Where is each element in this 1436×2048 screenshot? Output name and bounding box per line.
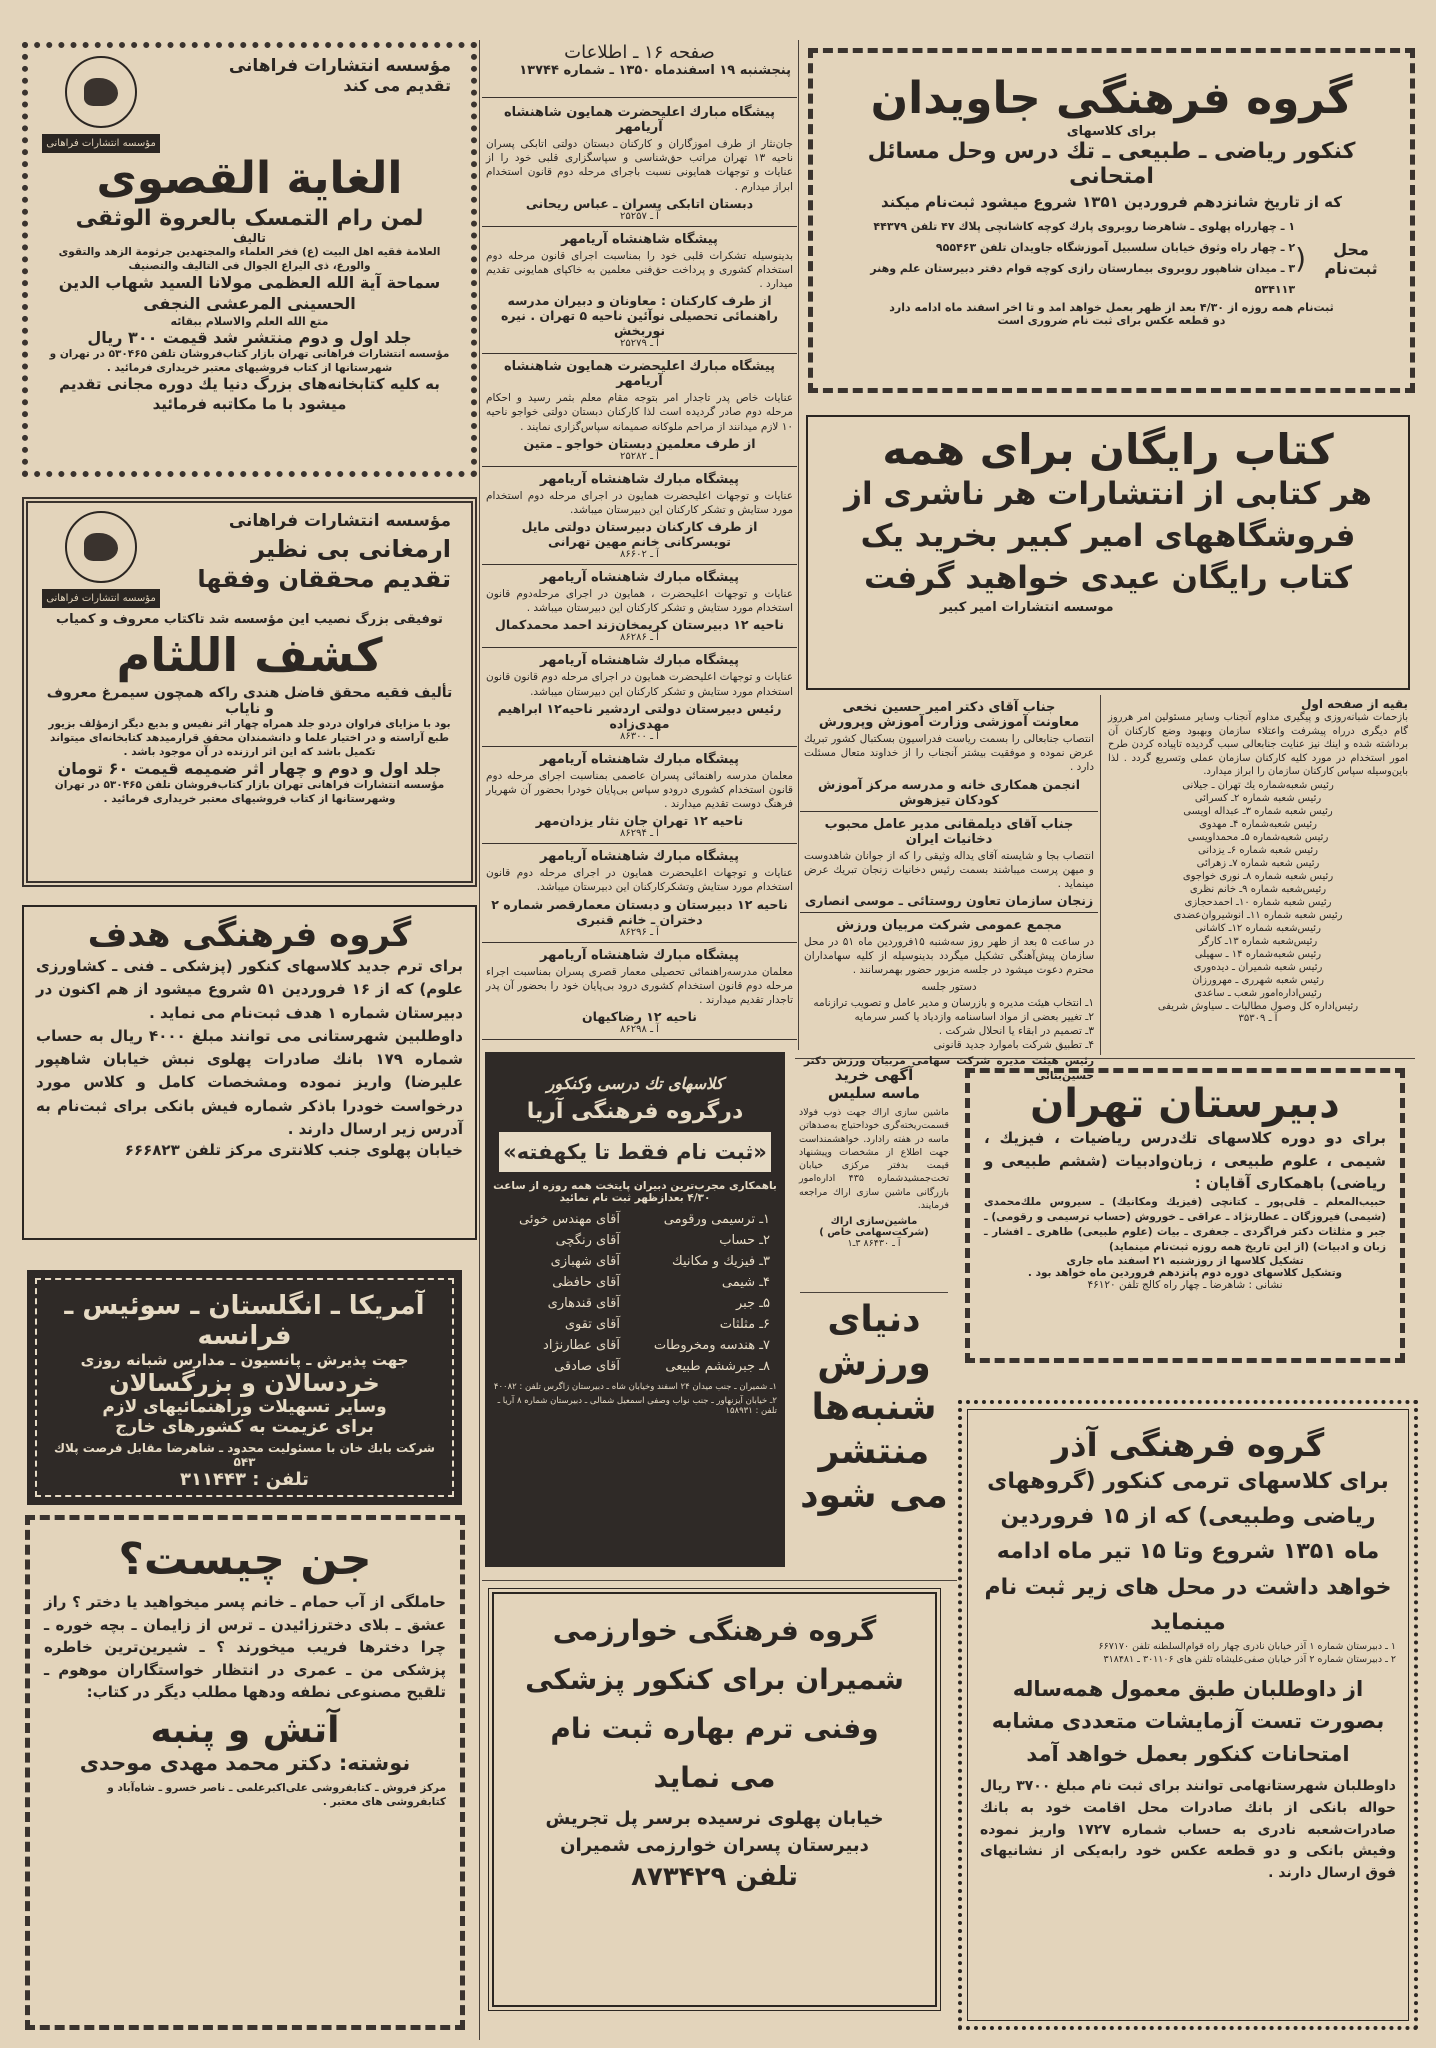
purchase-info: مؤسسه انتشارات فراهانی تهران بازار کتاب‌فروشان تلفن ۵۳۰۴۶۵ در تهران و شهرستانها از کتاب فروشیهای معتبر خریداری فرمائید . xyxy=(49,347,450,374)
ad-line: خردسالان و بزرگسالان xyxy=(109,1369,380,1397)
ad-intro: برای دو دوره کلاسهای تك‌درس ریاضیات ، فیزیك ، شیمی ، علوم طبیعی ، زبان‌وادبیات (ششم طبیعی و ریاضی) باهمکاری آقایان : xyxy=(984,1129,1386,1192)
description: بود با مزایای فراوان دردو جلد همراه چهار اثر نفیس و بدیع دیگر ازمؤلف بزیور طبع آراسته و در اختیار علما و دانشمندان محقق قرارمیدهد کتابخانه‌ای میتواند تکمیل باشد که این اثر ارزنده در آن موجود باشد . xyxy=(48,717,451,758)
notice-signature: ناحیه ۱۲ تهران جان نثار یزدان‌مهر xyxy=(535,813,744,829)
company: ماشین‌سازی اراك (شرکت‌سهامی خاص ) xyxy=(819,1216,929,1239)
author-name: سماحة آیة الله العظمی مولانا السید شهاب الدین الحسینی المرعشی النجفی xyxy=(58,273,441,313)
notice-body: جان‌نثار از طرف اموزگاران و کارکنان دبستان دولتی اتابکی پسران ناحیه ۱۳ تهران مراتب حق‌شناسی و سپاسگزاری قلبی خود را از عنایات و توجهات همایونی نسبت باجرای مرحله دوم قانون استخدام ابراز میدارم . xyxy=(486,138,793,193)
tehran-highschool-ad xyxy=(965,1068,1405,1363)
name-list xyxy=(1108,779,1408,1013)
notice xyxy=(482,747,797,845)
assembly-title: مجمع عمومی شرکت مربیان ورزش xyxy=(836,918,1062,934)
name-line: رئیس‌اداره‌امور شعب ـ ساعدی xyxy=(1194,987,1322,999)
teacher: آقای مهندس خوئی xyxy=(518,1212,620,1227)
name-line: رئیس شعبه‌شماره ۱۴ ـ سهیلی xyxy=(1194,948,1322,960)
ad-body: برای ترم جدید کلاسهای کنکور (پزشکی ـ فنی ـ کشاورزی علوم) که از ۱۶ فروردین ۵۱ شروع میشود از هم اکنون در دبیرستان شماره ۱ هدف ثبت‌نام می نماید . xyxy=(36,957,464,1022)
teacher: آقای عطارنژاد xyxy=(543,1338,620,1353)
agenda-item: ۲ـ تغییر بعضی از مواد اساسنامه وازدیاد یا کسر سرمایه xyxy=(854,1010,1094,1023)
ad-title: گروه فرهنگی آذر xyxy=(1051,1426,1325,1464)
name-line: رئیس شعبه‌شماره ۴ـ مهدوی xyxy=(1199,818,1317,830)
notice-body: معلمان مدرسه‌راهنمائی تحصیلی معمار قصری پسران بمناسبت اجراء مرحله دوم قانون استخدام کشوری درود بی‌پایان خود را بحضور آن پدر تاجدار تقدیم میدارند . xyxy=(486,965,793,1006)
hours: ثبت‌نام همه روزه از ۴/۳۰ بعد از ظهر بعمل خواهد امد و تا اخر اسفند ماه ادامه دارد xyxy=(889,300,1334,314)
subject: ۱ـ ترسیمی ورقومی xyxy=(663,1212,770,1227)
notice-signature: از طرف کارکنان : معاونان و دبیران مدرسه راهنمائی تحصیلی نوآئین ناحیه ۵ تهران . نیره نوربخش xyxy=(501,293,778,339)
teacher-row xyxy=(493,1359,777,1374)
page-header xyxy=(482,42,797,98)
notice-code: آ ـ ۸۶۲۹۶ xyxy=(620,926,659,938)
teacher: آقای رنگچی xyxy=(555,1233,620,1248)
notice-signature: ناحیه ۱۲ دبیرستان کریمخان‌زند احمد محمدکمال xyxy=(495,617,784,633)
agenda-item: ۴ـ تطبیق شرکت باموارد جدید قانونی xyxy=(933,1039,1094,1052)
subjects: کنکور ریاضی ـ طبیعی ـ تك درس وحل مسائل امتحانی xyxy=(867,139,1356,189)
notice-title: پیشگاه مبارك شاهنشاه آریامهر xyxy=(540,471,739,487)
teacher-row xyxy=(493,1212,777,1227)
name-line: رئیس شعبه‌شماره یك تهران ـ جیلانی xyxy=(1182,779,1334,791)
author: نوشته: دکتر محمد مهدی موحدی xyxy=(79,1750,411,1775)
name-line: رئیس شعبه شماره ۲ـ کسرائی xyxy=(1194,792,1322,804)
schedule: وتشکیل کلاسهای دوره دوم پانزدهم فروردین ماه خواهد بود . xyxy=(1027,1267,1343,1280)
notice xyxy=(482,467,797,565)
teacher-row xyxy=(493,1338,777,1353)
notice-signature: ناحیه ۱۲ دبیرستان و دبستان معمارقصر شماره ۲ دختران ـ خانم قنبری xyxy=(491,896,788,927)
notice-title: پیشگاه مبارك اعلیحضرت همایون شاهنشاه آریامهر xyxy=(503,359,776,390)
headline: ارمغانی بی نظیر xyxy=(251,535,451,563)
subject: ۷ـ هندسه ومخروطات xyxy=(653,1338,770,1353)
provincial-info: داوطلبان شهرستانهامی توانند برای ثبت نام مبلغ ۳۷۰۰ ریال حواله بانکی از بانك صادرات محل اقامت خود به بانك صادرات‌شعبه نادری به حساب شماره ۱۷۲۷ واریز نموده وفیش بانکی و دو قطعه عکس خود رابه‌یکی از نشانیهای فوق ارسال دارند . xyxy=(980,1778,1396,1881)
name-line: رئیس‌شعبه شماره ۹ـ خانم نظری xyxy=(1189,883,1327,895)
location-list xyxy=(827,217,1295,301)
ad-title: آگهی خرید ماسه سلیس xyxy=(827,1066,921,1102)
notice-body: معلمان مدرسه راهنمائی پسران عاصمی بمناسبت اجرای مرحله دوم قانون استخدام کشوری درودو سپاس بی‌پایان خودرا بحضور آن شهریار فرهنگ دوست تقدیم میدارند . xyxy=(486,769,793,811)
name-line: رئیس شعبه شماره ۱۱ـ انوشیروان‌عضدی xyxy=(1173,909,1343,921)
subject: ۶ـ مثلثات xyxy=(719,1317,770,1332)
news-title: جناب آقای دیلمقانی مدیر عامل محبوب دخانیات ایران xyxy=(824,816,1074,847)
agenda-item: ۱ـ انتخاب هیئت مدیره و بازرسان و مدیر عامل و تصویب ترازنامه xyxy=(813,996,1094,1009)
authored-label: تالیف xyxy=(233,230,266,245)
continued-article xyxy=(1104,695,1412,1055)
name-line: رئیس شعبه شمیران ـ دیده‌وری xyxy=(1193,961,1323,973)
location: ۱ ـ چهارراه پهلوی ـ شاهرضا روبروی پارك کوچه کاشانچی پلاك ۴۷ تلفن ۴۴۳۷۹ xyxy=(873,220,1296,233)
ad-line: درگروه فرهنگی آریا xyxy=(526,1099,744,1124)
name-line: رئیس‌اداره کل وصول مطالبات ـ سیاوش شریفی xyxy=(1157,1000,1359,1012)
libraries-offer: به کلیه کتابخانه‌های بزرگ دنیا یك دوره مجانی تقدیم میشود با ما مکاتبه فرمائید xyxy=(59,375,440,413)
ad-title: گروه فرهنگی هدف xyxy=(87,915,412,955)
phone: تلفن ۸۷۳۴۲۹ xyxy=(631,1862,798,1892)
teacher-row xyxy=(493,1233,777,1248)
notice-code: آ ـ ۸۶۲۸۶ xyxy=(620,632,659,644)
teacher: آقای تقوی xyxy=(564,1317,620,1332)
subject: ۸ـ جبرششم طبیعی xyxy=(665,1359,770,1374)
phone: تلفن : ۳۱۱۴۴۳ xyxy=(180,1469,309,1490)
ad-body: داوطلبین شهرستانی می توانند مبلغ ۴۰۰۰ ریال به حساب شماره ۱۷۹ بانك صادرات پهلوی نبش خیابان شاهپور علیرضا) واریز نموده ومشخصات کامل و کلاس مورد درخواست خودرا باذکر شماره فیش بانکی برای ثبت‌نام به آدرس زیر ارسال دارند . xyxy=(36,1026,463,1138)
row-divider xyxy=(800,1292,948,1293)
news-body: انتصاب بجا و شایسته آقای یداله وثیقی را که از جوانان شاهدوست و میهن پرست میباشند بسمت رئیس دخانیات زنجان تبریك عرض مینماید . xyxy=(804,849,1094,890)
notice-signature: ناحیه ۱۲ رضاکیهان xyxy=(581,1009,697,1025)
notice xyxy=(482,943,797,1041)
ad-body: حاملگی از آب حمام ـ خانم پسر میخواهید یا دختر ؟ راز عشق ـ بلای دخترزائیدن ـ ترس از زایمان ـ بچه خوره ـ چرا دخترها فریب میخورند ؟ ـ شیرین‌ترین خاطره پزشکی من ـ عمری در انتظار خواستگاران موهوم ـ تلقیح مصنوعی نطفه ودهها مطلب دیگر در کتاب: xyxy=(44,1593,446,1701)
location: ۲ ـ دبیرستان شماره ۲ آذر خیابان صفی‌علیشاه تلفن های ۳۰۱۱۰۶ ـ ۳۱۸۴۸۱ xyxy=(1103,1654,1396,1666)
publisher: مؤسسه انتشارات فراهانی xyxy=(228,56,451,76)
teacher: آقای قندهاری xyxy=(547,1296,620,1311)
ad-body: ماشین سازی اراك جهت ذوب فولاد قسمت‌ریخته‌گری خوداحتیاج به‌صدهاتن ماسه در هفته رادارد. خواهشمنداست جهت اطلاع از مشخصات وپیشنهاد قیمت بدفتر مرکزی خیابان تخت‌جمشیدشماره ۴۳۵ اداره‌امور بازرگانی ماشین سازی اراك مراجعه فرمایند. xyxy=(799,1107,949,1212)
ad-title: گروه فرهنگی جاویدان xyxy=(870,73,1353,124)
notice-code: آ ـ ۸۶۲۹۸ xyxy=(620,1024,659,1036)
ad-line: برای کلاسهای xyxy=(1066,124,1157,139)
book-title: آتش و پنبه xyxy=(150,1709,340,1751)
book-title: کشف اللثام xyxy=(116,628,383,682)
address: ۱ـ شمیران ـ جنب میدان ۲۴ اسفند وخیابان شاه ـ دبیرستان زاگرس تلفن : ۴۰۰۸۲ xyxy=(493,1382,777,1392)
notice-title: پیشگاه مبارك شاهنشاه آریامهر xyxy=(540,849,739,865)
test-info: از داوطلبان طبق معمول همه‌ساله بصورت تست آزمایشات متعددی مشابه امتحانات کنکور بعمل خواهد آمد xyxy=(991,1676,1385,1766)
notice-body: بدینوسیله تشکرات قلبی خود را بمناسبت اجرای قانون مرحله دوم استخدام کشوری و پرداخت حق‌فنی معلمین به خاکپای همایونی تقدیم میدارد . xyxy=(486,249,793,291)
subject: ۵ـ جبر xyxy=(735,1296,770,1311)
notice-code: آ ـ ۲۵۲۸۲ xyxy=(620,450,659,462)
assembly-signature: رئیس هیئت مدیره شرکت سهامی مربیان ورزش دکتر حسین‌بنائی xyxy=(804,1055,1094,1082)
notice-title: پیشگاه مبارك شاهنشاه آریامهر xyxy=(540,947,739,963)
notice-code: آ ـ ۲۵۲۷۹ xyxy=(620,338,659,350)
address: دبیرستان پسران خوارزمی شمیران xyxy=(560,1835,869,1856)
article-body: بازحمات شبانه‌روزی و پیگیری مداوم آنجناب وسایر مسئولین امر هرروز گام دیگری درراه پیشرفت واعتلاء سازمان وبهبود وضع کارکنان آن برداشته شده و اینك نیز عنایت جنابعالی سبب گردیده تاپیاده کردن طرح امور استخدام در مورد کلیه کارکنان سازمان عملی وتسریع گردد . لذا باین‌وسیله سپاس کارکنان سازمان را ابراز میدارد. xyxy=(1108,712,1408,777)
teacher: آقای حافظی xyxy=(552,1275,620,1290)
blessing: متع الله العلم والاسلام ببقائه xyxy=(170,314,329,328)
address: خیابان پهلوی نرسیده برسر پل تجریش xyxy=(545,1808,884,1829)
date-line: پنجشنبه ۱۹ اسفندماه ۱۳۵۰ ـ شماره ۱۳۷۴۴ xyxy=(519,63,791,78)
page-label: صفحه ۱۶ ـ اطلاعات xyxy=(564,42,715,63)
notice xyxy=(482,844,797,942)
purchase-info: مؤسسه انتشارات فراهانی تهران بازار کتاب‌فروشان تلفن ۵۳۰۴۶۵ در تهران وشهرستانها از کتاب فروشیهای معتبر خریداری فرمائید . xyxy=(54,779,445,806)
notice-signature: دبستان اتابکی پسران ـ عباس ریحانی xyxy=(525,195,754,211)
subject: ۴ـ شیمی xyxy=(721,1275,770,1290)
registration-label: محل ثبت‌نام xyxy=(1324,239,1378,278)
name-line: رئیس شعبه شهرری ـ مهرورزان xyxy=(1192,974,1324,986)
name-line: رئیس شعبه شماره ۶ـ یزدانی xyxy=(1198,844,1318,856)
name-line: رئیس شعبه شماره ۸ـ نوری خواجوی xyxy=(1182,870,1334,882)
study-abroad-ad xyxy=(27,1270,462,1505)
agenda-title: دستور جلسه xyxy=(921,980,977,993)
notice-body: عنایات خاص پدر تاجدار امر بتوجه مقام معلم بثمر رسید و احکام مرحله دوم صادر گردیده است لذا کارکنان دبستان دولتی خواجو ناحیه ۱۰ لازم میدانند از مراحم ملوکانه صمیمانه سپاس‌گزاری نمایند . xyxy=(486,392,793,433)
teacher-row xyxy=(493,1275,777,1290)
kharazmi-ad xyxy=(492,1592,937,2007)
ad-title: کتاب رایگان برای همه xyxy=(882,425,1334,474)
location: ۳ ـ میدان شاهپور روبروی بیمارستان رازی کوچه قوام دفتر دبیرستان علم وهنر ۵۳۴۱۱۳ xyxy=(870,261,1296,296)
news-item xyxy=(800,812,1098,914)
address: نشانی : شاهرضا ـ چهار راه کالج تلفن ۴۶۱۲۰ xyxy=(1087,1279,1283,1292)
presents: تقدیم می کند xyxy=(343,76,451,95)
price: جلد اول و دوم منتشر شد قیمت ۳۰۰ ریال xyxy=(87,327,412,347)
notice-code: آ ـ ۸۶۲۹۴ xyxy=(620,828,659,840)
ad-code: آ ـ ۸۶۴۳۰ ۳ـ۱ xyxy=(847,1238,901,1250)
location-list xyxy=(980,1640,1396,1667)
farahani-logo xyxy=(42,511,160,608)
ad-line: باهمکاری مجرب‌ترین دبیران پایتخت همه روزه از ساعت ۴/۳۰ بعدازظهر ثبت نام نمائید xyxy=(493,1180,777,1204)
kashf-book-ad xyxy=(22,497,477,887)
farahani-logo xyxy=(42,56,160,153)
teacher-list xyxy=(493,1212,777,1374)
news-column xyxy=(800,695,1098,1082)
notice-code: آ ـ ۲۵۲۵۷ xyxy=(620,210,659,222)
column-divider xyxy=(798,40,799,1050)
schedule: تشکیل کلاسها از روزشنبه ۲۱ اسفند ماه جاری xyxy=(1066,1255,1304,1268)
ad-line: برای عزیمت به کشورهای خارج xyxy=(115,1417,374,1437)
news-title: جناب آقای دکتر امیر حسین نخعی xyxy=(842,700,1056,715)
teacher-list: حبیب‌المعلم ـ قلی‌پور ـ کتانچی (فیزیك ومکانیك) ـ سیروس ملك‌محمدی (شیمی) فیروزگان ـ عطارنژاد ـ عراقی ـ خوروش (حساب ترسیمی و رقومی) ـ جبر و مثلثات دکتر فراگردی ـ جعفری ـ بیات (علوم طبیعی) طاهری ـ افشار ـ زبان و ادبیات) (از این تاریخ همه روزه ثبت‌نام مینماید) xyxy=(984,1195,1386,1254)
news-signature: انجمن همکاری خانه و مدرسه مرکز آموزش کودکان تیزهوش xyxy=(817,776,1081,807)
publisher: مؤسسه انتشارات فراهانی xyxy=(228,511,451,531)
bracket: ( xyxy=(1295,242,1306,276)
notice-title: پیشگاه مبارك شاهنشاه آریامهر xyxy=(540,570,739,586)
ad-code: آ ـ ۳۵۳۰۹ xyxy=(1238,1012,1278,1024)
book-subtitle: لمن رام التمسک بالعروة الوثقی xyxy=(75,205,424,231)
ad-line: کلاسهای تك درسی وکنکور xyxy=(546,1074,724,1093)
name-line: رئیس‌شعبه شماره ۱۳ـ کارگر xyxy=(1198,935,1318,947)
jinn-book-ad xyxy=(25,1515,465,2030)
ad-body: هر کتابی از انتشارات هر ناشری از فروشگاههای امیر کبیر بخرید یک کتاب رایگان عیدی خواهید گرفت xyxy=(844,476,1372,596)
notice xyxy=(482,565,797,648)
countries: آمریکا ـ انگلستان ـ سوئیس ـ فرانسه xyxy=(64,1291,425,1351)
notice-signature: رئیس دبیرستان دولتی اردشیر ناحیه۱۲ ابراهیم مهدی‌زاده xyxy=(497,700,782,731)
ad-headline: گروه فرهنگی خوارزمی شمیران برای کنکور پزشکی وفنی ترم بهاره ثبت نام می نماید xyxy=(525,1614,904,1794)
notice-signature: از طرف معلمین دبستان خواجو ـ متین xyxy=(523,435,756,451)
name-line: رئیس شعبه شماره ۱۰ـ احمدحجازی xyxy=(1184,896,1332,908)
location: ۱ ـ دبیرستان شماره ۱ آذر خیابان نادری چهار راه قوام‌السلطنه تلفن ۶۶۷۱۷۰ xyxy=(1098,1640,1396,1652)
agenda-item: ۳ـ تصمیم در ابقاء یا انحلال شرکت . xyxy=(938,1025,1094,1038)
logo-label: مؤسسه انتشارات فراهانی xyxy=(42,589,160,608)
notice xyxy=(482,227,797,355)
ad-line: وسایر تسهیلات وراهنمائیهای لازم xyxy=(102,1397,387,1417)
news-subtitle: معاونت آموزشی وزارت آموزش وپرورش xyxy=(818,715,1080,730)
author: تألیف فقیه محقق فاضل هندی راکه همچون سیمرغ معروف و نایاب xyxy=(46,684,453,717)
notice-title: پیشگاه شاهنشاه آریامهر xyxy=(561,231,718,247)
ad-top-row xyxy=(42,511,457,608)
name-line: رئیس شعبه شماره ۷ـ زهرائی xyxy=(1196,857,1320,869)
amir-kabir-ad xyxy=(806,415,1410,690)
notice-title: پیشگاه مبارك شاهنشاه آریامهر xyxy=(540,653,739,669)
registration-banner: «ثبت نام فقط تا یکهفته» xyxy=(499,1132,771,1172)
subject: ۲ـ حساب xyxy=(719,1233,770,1248)
teacher-row xyxy=(493,1317,777,1332)
notice-body: عنایات و توجهات اعلیحضرت همایون در اجرای مرحله دوم قانون استخدام مورد ستایش وتشکرکارکنان این دبیرستان میباشد. xyxy=(486,867,793,894)
publisher: موسسه انتشارات امیر کبیر xyxy=(940,599,1114,615)
name-line: رئیس‌شعبه شماره ۱۲ـ کاشانی xyxy=(1195,922,1321,934)
name-line: رئیس شعبه شماره ۳ـ عبداله اویسی xyxy=(1183,805,1333,817)
book-title: الغایة القصوی xyxy=(96,153,403,204)
hadaf-ad xyxy=(22,905,477,1240)
start-date: که از تاریخ شانزدهم فروردین ۱۳۵۱ شروع میشود ثبت‌نام میکند xyxy=(881,193,1342,211)
row-divider xyxy=(482,1580,957,1581)
notice-code: آ ـ ۸۶۳۰۰ xyxy=(620,730,659,742)
news-signature: زنجان سازمان تعاون روستائی ـ موسی انصاری xyxy=(804,893,1094,909)
price: جلد اول و دوم و چهار اثر ضمیمه قیمت ۶۰ تومان xyxy=(57,759,442,779)
column-divider xyxy=(479,40,480,2040)
notice xyxy=(482,648,797,746)
notice-title: پیشگاه مبارك اعلیحضرت همایون شاهنشاه آریامهر xyxy=(503,105,776,135)
name-line: رئیس شعبه‌شماره ۵ـ محمداویسی xyxy=(1187,831,1329,843)
notice-signature: از طرف کارکنان دبیرستان دولتی مایل تویسرکانی خانم مهین تهرانی xyxy=(521,519,758,550)
teacher-row xyxy=(493,1296,777,1311)
teacher: آقای صادقی xyxy=(554,1359,620,1374)
assembly-body: در ساعت ۵ بعد از ظهر روز سه‌شنبه ۱۵فروردین ماه ۵۱ در محل سازمان پیش‌آهنگی تشکیل میگردد بدینوسیله از کلیه سهامداران محترم دعوت میشود در جلسه مزبور حضور بهمرسانند . xyxy=(804,936,1094,977)
teacher: آقای شهبازی xyxy=(550,1254,620,1269)
news-item xyxy=(800,695,1098,812)
notice-body: عنایات و توجهات اعلیحضرت ، همایون در اجرای مرحله‌دوم قانون استخدام مورد ستایش و تشکر کارکنان این دبیرستان میباشد . xyxy=(486,588,793,615)
ghayat-book-ad xyxy=(22,42,477,477)
logo-label: مؤسسه انتشارات فراهانی xyxy=(42,134,160,153)
javidan-ad xyxy=(808,48,1415,393)
notice-body: عنایات و توجهات اعلیحضرت همایون در اجرای مرحله دوم استخدام مورد ستایش و تشکر کارکنان این دبیرستان میباشد. xyxy=(486,489,793,516)
notice-body: عنایات و توجهات اعلیحضرت همایون در اجرای مرحله دوم قانون قانون استخدام مورد ستایش و تشکر کارکنان این دبیرستان میباشد. xyxy=(486,671,793,698)
location: ۲ ـ چهار راه وثوق خیابان سلسبیل آموزشگاه جاویدان تلفن ۹۵۵۴۶۳ xyxy=(935,240,1296,254)
author-description: العلامة فقیه اهل البیت (ع) فخر العلماء والمجتهدین جرثومة الزهد والتقوی والورع، ذی الیراع الجوال فی التالیف والتصنیف xyxy=(58,245,441,272)
ad-top-row xyxy=(42,56,457,153)
subject: ۳ـ فیزیك و مکانیك xyxy=(672,1254,770,1269)
azar-ad xyxy=(958,1400,1418,2030)
sales-info: مرکز فروش ـ کتابفروشی علی‌اکبرعلمی ـ ناصر خسرو ـ شاه‌آباد و کتابفروشی های معتبر . xyxy=(107,1781,446,1808)
address: خیابان پهلوی جنب کلانتری مرکز تلفن ۶۶۶۸۲۳ xyxy=(124,1141,463,1159)
notice-title: پیشگاه مبارك شاهنشاه آریامهر xyxy=(540,751,739,767)
ad-line: جهت پذیرش ـ پانسیون ـ مدارس شبانه روزی xyxy=(80,1351,409,1369)
column-divider xyxy=(1100,695,1101,1055)
intro: توفیقی بزرگ نصیب این مؤسسه شد تاکتاب معروف و کمیاب xyxy=(56,612,443,627)
news-body: انتصاب جنابعالی را بسمت ریاست فدراسیون بسکتبال کشور تبریك عرض نموده و موفقیت بیشتر آنجناب را از خداوند متعال مسئلت دارد . xyxy=(804,733,1094,774)
sports-weekly-promo: دنیای ورزش شنبه‌ها منتشر می شود xyxy=(800,1299,948,1516)
ad-title: جن چیست؟ xyxy=(118,1534,372,1585)
company: شرکت بابك خان با مسئولیت محدود ـ شاهرضا مقابل فرصت پلاك ۵۴۳ xyxy=(54,1441,435,1469)
address: ۲ـ خیابان آیزنهاور ـ جنب نواب وصفی اسمعیل شمالی ـ دبیرستان شماره ۸ آریا ـ تلفن : ۱۵۸۹۳۱ xyxy=(497,1396,777,1416)
article-title: بقیه از صفحه اول xyxy=(1300,697,1408,711)
notice xyxy=(482,354,797,467)
notices-column xyxy=(482,100,797,1045)
teacher-row xyxy=(493,1254,777,1269)
notice xyxy=(482,100,797,227)
ad-title: دبیرستان تهران xyxy=(1030,1081,1340,1127)
sand-purchase-ad xyxy=(795,1062,953,1287)
ad-headline: برای کلاسهای ترمی کنکور (گروههای ریاضی وطبیعی) که از ۱۵ فروردین ماه ۱۳۵۱ شروع وتا ۱۵ تیر ماه ادامه خواهد داشت در محل های زیر ثبت نام مینماید xyxy=(984,1469,1392,1635)
headline: تقدیم محققان وفقها xyxy=(197,565,451,593)
aria-ad xyxy=(485,1052,785,1567)
notice-code: آ ـ ۸۶۶۰۲ xyxy=(620,549,659,561)
photo-note: دو قطعه عکس برای ثبت نام ضروری است xyxy=(997,313,1226,327)
